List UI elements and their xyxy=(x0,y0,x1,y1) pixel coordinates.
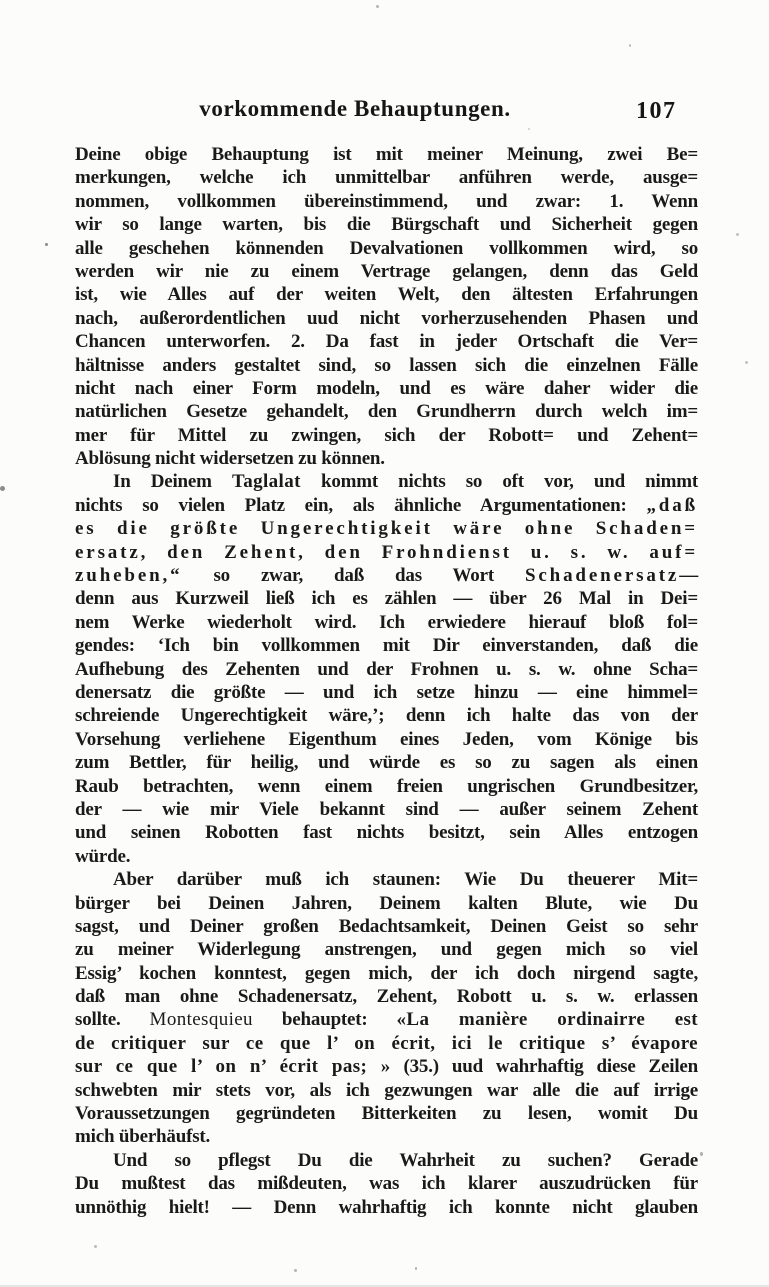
text-line xyxy=(75,1196,698,1219)
scan-speck-artifact xyxy=(376,5,379,8)
scan-speck-artifact xyxy=(0,486,5,491)
text-line xyxy=(75,962,698,985)
text-run: Vorsehung verliehene Eigenthum eines Jeden, vom Könige bis xyxy=(75,728,698,750)
text-run: schwebten mir stets vor, als ich gezwungen war alle die auf irrige xyxy=(75,1079,698,1101)
text-line xyxy=(75,868,698,891)
text-line xyxy=(75,751,698,774)
text-run: Aufhebung des Zehenten und der Frohnen u. s. w. ohne Scha= xyxy=(75,658,698,680)
text-run: de critiquer sur ce que l’ on écrit, ici le critique s’ évapore xyxy=(75,1032,698,1054)
text-run: kommt nichts so oft vor, und nimmt xyxy=(300,471,698,493)
text-line xyxy=(75,1008,698,1031)
text-run: so zwar, daß das Wort xyxy=(182,565,525,587)
scan-speck-artifact xyxy=(94,1245,97,1248)
text-line xyxy=(75,190,698,213)
text-line xyxy=(75,400,698,423)
text-run: Schadenersatz xyxy=(524,565,680,587)
text-line xyxy=(75,1032,698,1055)
text-run: ist, wie Alles auf der weiten Welt, den ältesten Erfahrungen xyxy=(75,284,698,306)
text-line xyxy=(75,166,698,189)
text-run: Du mußtest das mißdeuten, was ich klarer auszudrücken für xyxy=(75,1173,698,1195)
text-line xyxy=(75,845,698,868)
text-line xyxy=(75,634,698,657)
text-run: und seinen Robotten fast nichts besitzt, sein Alles entzogen xyxy=(75,822,698,844)
text-line xyxy=(75,541,698,564)
scan-speck-artifact xyxy=(745,361,748,364)
text-run: sollte. xyxy=(75,1009,150,1031)
text-run: Aber darüber muß ich staunen: Wie Du theuerer Mit= xyxy=(113,869,698,891)
text-run: nem Werke wiederholt wird. Ich erwiedere hierauf bloß fol= xyxy=(75,611,698,633)
text-line xyxy=(75,517,698,540)
running-title: vorkommende Behauptungen. xyxy=(199,96,511,121)
text-line xyxy=(75,681,698,704)
text-run: zum Bettler, für heilig, und würde es so zu sagen als einen xyxy=(75,752,698,774)
text-line xyxy=(75,307,698,330)
text-run: nommen, vollkommen übereinstimmend, und zwar: 1. Wenn xyxy=(75,190,698,212)
text-run: Und so pflegst Du die Wahrheit zu suchen? Gerade xyxy=(113,1149,698,1171)
text-line xyxy=(75,1102,698,1125)
text-line xyxy=(75,470,698,493)
text-run: der — wie mir Viele bekannt sind — außer seinem Zehent xyxy=(75,798,698,820)
text-line xyxy=(75,330,698,353)
scan-speck-artifact xyxy=(45,243,48,246)
text-line xyxy=(75,377,698,400)
text-line xyxy=(75,611,698,634)
text-run: würde. xyxy=(75,845,131,867)
text-line xyxy=(75,283,698,306)
text-run: nach, außerordentlichen uud nicht vorherzusehenden Phasen und xyxy=(75,307,698,329)
text-run: denersatz die größte — und ich setze hinzu — eine himmel= xyxy=(75,681,698,703)
text-run: natürlichen Gesetze gehandelt, den Grundherrn durch welch im= xyxy=(75,401,698,423)
text-run: Raub betrachten, wenn einem freien ungrischen Grundbesitzer, xyxy=(75,775,698,797)
scan-speck-artifact xyxy=(528,128,530,130)
text-run: ersatz, den Zehent, den Frohndienst u. s. w. auf= xyxy=(75,541,698,563)
text-line xyxy=(75,213,698,236)
scan-speck-artifact xyxy=(700,1152,703,1156)
text-line xyxy=(75,915,698,938)
text-run: daß man ohne Schadenersatz, Zehent, Robott u. s. w. erlassen xyxy=(75,986,698,1008)
text-line xyxy=(75,892,698,915)
text-run: mer für Mittel zu zwingen, sich der Robott= und Zehent= xyxy=(75,424,698,446)
text-run: behauptet: xyxy=(252,1009,397,1031)
text-line xyxy=(75,237,698,260)
text-run: Ablösung nicht widersetzen zu können. xyxy=(75,448,385,470)
text-run: sur ce que l’ on n’ écrit pas; » xyxy=(75,1056,391,1078)
text-run: In Deinem xyxy=(113,471,232,493)
scan-speck-artifact xyxy=(736,233,739,236)
text-run: unnöthig hielt! — Denn wahrhaftig ich konnte nicht glauben xyxy=(75,1196,698,1218)
text-run: Essig’ kochen konntest, gegen mich, der ich doch nirgend sagte, xyxy=(75,962,698,984)
page-number: 107 xyxy=(636,98,677,124)
text-run: merkungen, welche ich unmittelbar anführen werde, ausge= xyxy=(75,167,698,189)
text-run: sagst, und Deiner großen Bedachtsamkeit, Deinen Geist so sehr xyxy=(75,915,698,937)
text-line xyxy=(75,798,698,821)
text-run: «La manière ordinairre est xyxy=(396,1009,698,1031)
text-line xyxy=(75,494,698,517)
text-run: zuheben,“ xyxy=(75,565,183,587)
text-run: gendes: ‘Ich bin vollkommen mit Dir einverstanden, daß die xyxy=(75,635,698,657)
text-line xyxy=(75,704,698,727)
text-line xyxy=(75,821,698,844)
text-line xyxy=(75,1125,698,1148)
text-run: nicht nach einer Form modeln, und es wäre daher wider die xyxy=(75,377,698,399)
text-line xyxy=(75,564,698,587)
text-line xyxy=(75,1172,698,1195)
scan-speck-artifact xyxy=(294,1269,297,1272)
text-run: Montesquieu xyxy=(149,1009,253,1031)
text-line xyxy=(75,143,698,166)
text-run: es die größte Ungerechtigkeit wäre ohne Schaden= xyxy=(75,518,698,540)
text-run: „daß xyxy=(646,494,698,516)
text-run: bürger bei Deinen Jahren, Deinem kalten Blute, wie Du xyxy=(75,892,698,914)
text-run: — xyxy=(679,565,698,587)
text-run: mich überhäufst. xyxy=(75,1126,211,1148)
text-run: Deine obige Behauptung ist mit meiner Meinung, zwei Be= xyxy=(75,144,698,165)
text-line xyxy=(75,985,698,1008)
text-line xyxy=(75,938,698,961)
scan-speck-artifact xyxy=(415,1267,417,1270)
text-run: Chancen unterworfen. 2. Da fast in jeder Ortschaft die Ver= xyxy=(75,331,698,353)
text-run: schreiende Ungerechtigkeit wäre,’; denn ich halte das von der xyxy=(75,705,698,727)
text-line xyxy=(75,1149,698,1172)
text-run: nichts so vielen Platz ein, als ähnliche Argumentationen: xyxy=(75,494,647,516)
text-run: zu meiner Widerlegung anstrengen, und gegen mich so viel xyxy=(75,939,698,961)
text-run: Taglalat xyxy=(231,471,301,493)
text-run: (35.) uud wahrhaftig diese Zeilen xyxy=(390,1056,698,1078)
text-line xyxy=(75,424,698,447)
text-run: denn aus Kurzweil ließ ich es zählen — über 26 Mal in Dei= xyxy=(75,588,698,610)
scan-speck-artifact xyxy=(629,44,631,47)
text-line xyxy=(75,354,698,377)
text-line xyxy=(75,1055,698,1078)
text-run: Voraussetzungen gegründeten Bitterkeiten zu lesen, womit Du xyxy=(75,1103,698,1125)
text-run: wir so lange warten, bis die Bürgschaft und Sicherheit gegen xyxy=(75,214,698,236)
text-line xyxy=(75,447,698,470)
text-run: werden wir nie zu einem Vertrage gelangen, denn das Geld xyxy=(75,260,698,282)
text-line xyxy=(75,775,698,798)
text-line xyxy=(75,260,698,283)
text-line xyxy=(75,1079,698,1102)
text-run: alle geschehen könnenden Devalvationen vollkommen wird, so xyxy=(75,237,698,259)
page-body-text xyxy=(75,143,698,1219)
text-line xyxy=(75,587,698,610)
text-line xyxy=(75,658,698,681)
text-line xyxy=(75,728,698,751)
text-run: hältnisse anders gestaltet sind, so lassen sich die einzelnen Fälle xyxy=(75,354,698,376)
